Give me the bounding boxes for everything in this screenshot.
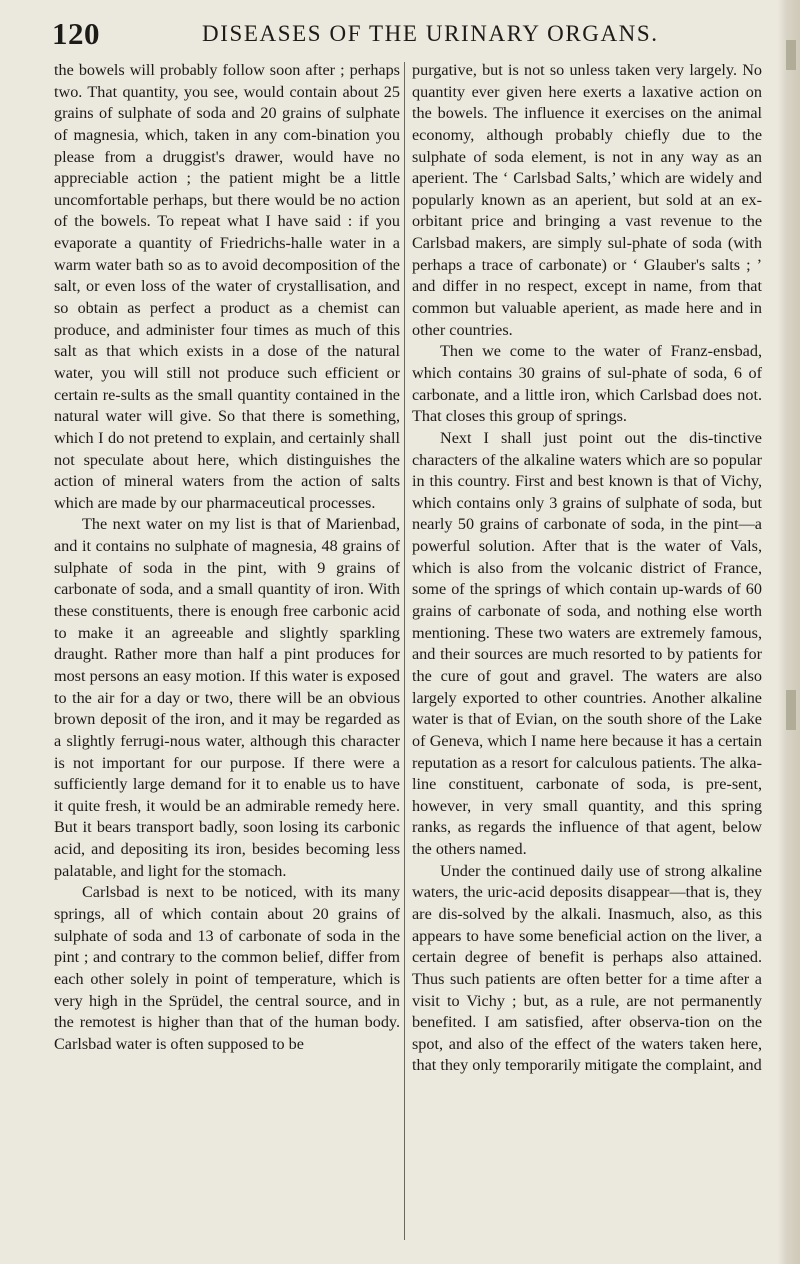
paragraph: Carlsbad is next to be noticed, with its many springs, all of which contain about 20 grains of sulphate of soda and 13 of carbonate of soda in the pint ; and contrary to the common belief, differ from each other solely in point of temperature, which is very high in the Sprüdel, the central source, and in the remotest is higher than that of the human body. Carlsbad water is often supposed to be — [54, 883, 400, 1053]
page-edge-mark — [786, 40, 796, 70]
page-edge-mark — [786, 690, 796, 730]
paragraph: Next I shall just point out the dis-tinctive characters of the alkaline waters which are so popular in this country. First and best known is that of Vichy, which contains only 3 grains of sulphate of soda, but nearly 50 grains of carbonate of soda, in the pint—a powerful solution. After that is the water of Vals, which is also from the volcanic district of France, some of the springs of which contain up-wards of 60 grains of carbonate of soda, and nothing else worth mentioning. These two waters are extremely famous, and their sources are much resorted to by patients for the cure of gout and gravel. The waters are also largely exported to other countries. Another alkaline water is that of Evian, on the south shore of the Lake of Geneva, which I name here because it has a certain reputation as a resort for calculous patients. The alka-line constituent, carbonate of soda, is pre-sent, however, in very small quantity, and this spring ranks, as regards the influence of that agent, below the others named. — [412, 428, 762, 859]
running-title: DISEASES OF THE URINARY ORGANS. — [202, 21, 659, 46]
page-edge-shadow — [778, 0, 800, 1264]
column-divider — [404, 62, 405, 1240]
paragraph: Under the continued daily use of strong alkaline waters, the uric-acid deposits disappear—that is, they are dis-solved by the alkali. Inasmuch, also, as this appears to have some beneficial action on the liver, a certain degree of benefit is perhaps also attained. Thus such patients are often better for a time after a visit to Vichy ; but, as a rule, are not permanently benefited. I am satisfied, after observa-tion on the spot, and also of the effect of the waters taken here, that they only temporarily mitigate the complaint, and — [412, 861, 762, 1075]
right-column — [412, 60, 762, 1077]
page-number: 120 — [52, 16, 100, 51]
page-header — [52, 16, 772, 56]
paragraph: purgative, but is not so unless taken very largely. No quantity ever given here exerts a laxative action on the bowels. The influence it exercises on the animal economy, although probably chiefly due to the sulphate of soda element, is not in any way as an aperient. The ‘ Carlsbad Salts,’ which are widely and popularly known as an aperient, but sold at an ex-orbitant price and bringing a vast revenue to the Carlsbad makers, are simply sul-phate of soda (with perhaps a trace of carbonate) or ‘ Glauber's salts ; ’ and differ in no respect, except in name, from that common but valuable aperient, as made here and in other countries. — [412, 61, 762, 339]
left-column — [54, 60, 400, 1055]
paragraph: Then we come to the water of Franz-ensbad, which contains 30 grains of sul-phate of soda, 6 of carbonate, and a little iron, which Carlsbad does not. That closes this group of springs. — [412, 342, 762, 426]
paragraph: The next water on my list is that of Marienbad, and it contains no sulphate of magnesia, 48 grains of sulphate of soda in the pint, with 9 grains of carbonate of soda, and a small quantity of iron. With these constituents, there is enough free carbonic acid to make it an agreeable and slightly sparkling draught. Rather more than half a pint produces for most persons an easy motion. If this water is exposed to the air for a day or two, there will be an obvious brown deposit of the iron, and it may be regarded as a slightly ferrugi-nous water, although this character is not important for our purpose. If there were a sufficiently large demand for it to enable us to have it quite fresh, it would be an admirable remedy here. But it bears transport badly, soon losing its carbonic acid, and depositing its iron, besides becoming less palatable, and light for the stomach. — [54, 515, 400, 880]
paragraph: the bowels will probably follow soon after ; perhaps two. That quantity, you see, would contain about 25 grains of sulphate of soda and 20 grains of sulphate of magnesia, which, taken in any com-bination you please from a druggist's drawer, would have no appreciable action ; the patient might be a little uncomfortable perhaps, but there would be no action of the bowels. To repeat what I have said : if you evaporate a quantity of Friedrichs-halle water in a warm water bath so as to avoid decomposition of the salt, or even loss of the water of crystallisation, and so obtain as perfect a product as a chemist can produce, and administer four times as much of this salt as that which exists in a dose of the natural water, you will still not produce such efficient or certain re-sults as the small quantity contained in the natural water will give. So that there is something, which I do not pretend to explain, and certainly shall not speculate about here, which distinguishes the action of mineral waters from the action of salts which are made by our pharmaceutical processes. — [54, 61, 400, 512]
